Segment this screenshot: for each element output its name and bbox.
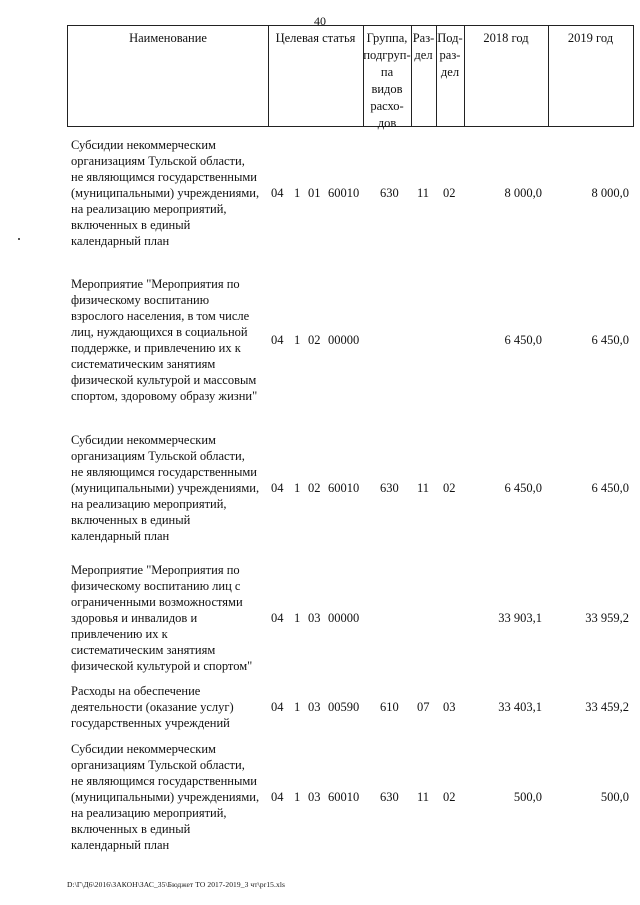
subsection-code: 02 (443, 186, 456, 200)
group-code: 630 (380, 481, 399, 495)
row-name: Субсидии некоммерческим организациям Тульской области, не являющимся государственными (муниципальными) учреждениями, на реализацию мероприятий, включенных в единый календарный план (71, 138, 260, 248)
amount-2019: 33 959,2 (585, 611, 629, 625)
code-part-3: 03 (308, 611, 321, 625)
section-code: 11 (417, 481, 430, 495)
code-part-3: 03 (308, 790, 321, 804)
file-path-footer: D:\Г\Д6\2016\ЗАКОН\ЗАС_35\Бюджет ТО 2017-2019_3 чт\pr15.xls (67, 880, 286, 889)
amount-2018: 6 450,0 (504, 333, 542, 347)
code-part-4: 60010 (328, 790, 360, 804)
group-code: 630 (380, 790, 399, 804)
header-2019: 2019 год (567, 31, 614, 45)
code-part-4: 60010 (328, 481, 360, 495)
code-part-2: 1 (294, 333, 301, 347)
code-part-1: 04 (271, 333, 284, 347)
amount-2018: 33 903,1 (498, 611, 542, 625)
code-part-1: 04 (271, 481, 284, 495)
table-header (67, 25, 634, 130)
code-part-1: 04 (271, 611, 284, 625)
code-part-3: 02 (308, 481, 321, 495)
page-number: 40 (314, 14, 326, 28)
subsection-code: 03 (443, 700, 456, 714)
code-part-2: 1 (294, 700, 301, 714)
subsection-code: 02 (443, 790, 456, 804)
header-group: Группа, подгруп- па видов расхо- дов (363, 31, 411, 130)
header-subsection: Под- раз- дел (437, 31, 463, 79)
code-part-3: 03 (308, 700, 321, 714)
section-code: 11 (417, 186, 430, 200)
code-part-3: 02 (308, 333, 321, 347)
code-part-1: 04 (271, 700, 284, 714)
header-name: Наименование (129, 31, 207, 45)
amount-2018: 8 000,0 (504, 186, 542, 200)
code-part-2: 1 (294, 611, 301, 625)
amount-2019: 500,0 (600, 790, 629, 804)
code-part-2: 1 (294, 790, 301, 804)
header-target: Целевая статья (275, 31, 356, 45)
amount-2019: 6 450,0 (591, 481, 629, 495)
row-name: Расходы на обеспечение деятельности (оказание услуг) государственных учреждений (71, 684, 234, 730)
code-part-3: 01 (308, 186, 321, 200)
code-part-2: 1 (294, 186, 301, 200)
code-part-2: 1 (294, 481, 301, 495)
row-name: Мероприятие "Мероприятия по физическому воспитанию взрослого населения, в том числе лиц, нуждающихся в социальной поддержке, и привлечению их к систематическим занятиям физической культурой и массовым спортом, здоровому образу жизни" (71, 277, 258, 403)
code-part-4: 00000 (328, 333, 360, 347)
header-2018: 2018 год (483, 31, 529, 45)
amount-2018: 33 403,1 (498, 700, 542, 714)
header-section: Раз- дел (412, 31, 435, 62)
code-part-4: 00000 (328, 611, 360, 625)
amount-2019: 8 000,0 (591, 186, 629, 200)
amount-2019: 33 459,2 (585, 700, 629, 714)
code-part-4: 60010 (328, 186, 360, 200)
code-part-1: 04 (271, 186, 284, 200)
amount-2019: 6 450,0 (591, 333, 629, 347)
subsection-code: 02 (443, 481, 456, 495)
row-name: Субсидии некоммерческим организациям Тульской области, не являющимся государственными (муниципальными) учреждениями, на реализацию мероприятий, включенных в единый календарный план (71, 433, 260, 543)
scan-speck (18, 238, 20, 240)
amount-2018: 6 450,0 (504, 481, 542, 495)
section-code: 11 (417, 790, 430, 804)
section-code: 07 (417, 700, 430, 714)
amount-2018: 500,0 (513, 790, 542, 804)
group-code: 630 (380, 186, 399, 200)
row-name: Мероприятие "Мероприятия по физическому воспитанию лиц с ограниченными возможностями здоровья и инвалидов и привлечению их к систематическим занятиям физической культурой и спортом" (71, 563, 253, 673)
row-name: Субсидии некоммерческим организациям Тульской области, не являющимся государственными (муниципальными) учреждениями, на реализацию мероприятий, включенных в единый календарный план (71, 742, 260, 852)
code-part-4: 00590 (328, 700, 360, 714)
group-code: 610 (380, 700, 399, 714)
code-part-1: 04 (271, 790, 284, 804)
